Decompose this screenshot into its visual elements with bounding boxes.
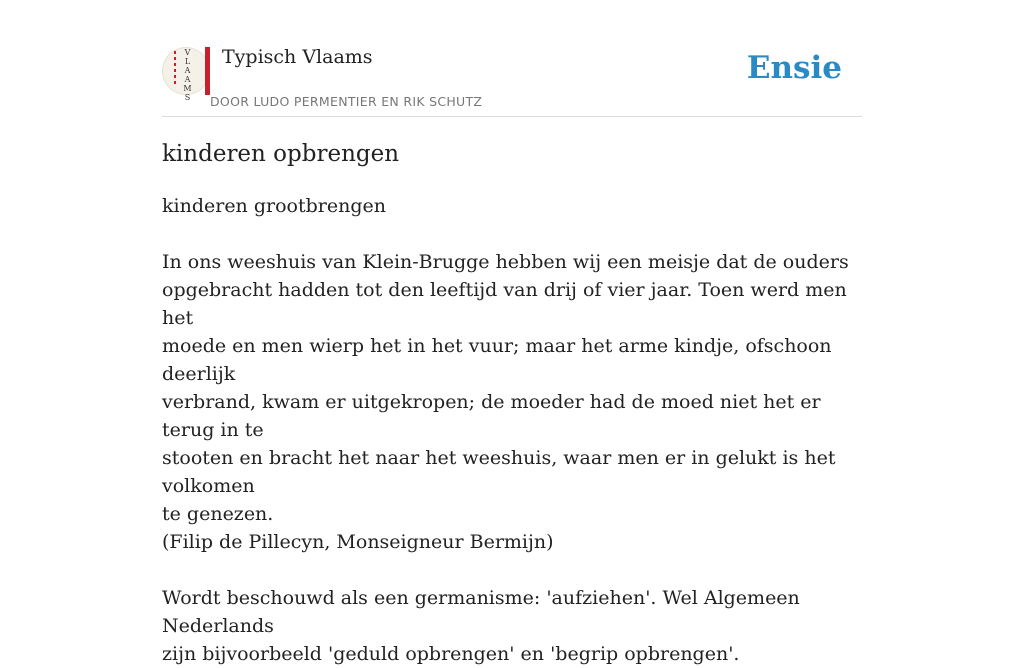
paragraph-gap bbox=[162, 556, 852, 584]
entry bbox=[162, 136, 852, 668]
book-title-link[interactable]: Typisch Vlaams bbox=[222, 46, 373, 68]
paragraph-gap bbox=[162, 220, 852, 248]
note-line: zijn bijvoorbeeld 'geduld opbrengen' en 'begrip opbrengen'. bbox=[162, 643, 740, 665]
book-authors: DOOR LUDO PERMENTIER EN RIK SCHUTZ bbox=[210, 94, 483, 109]
quote-line: In ons weeshuis van Klein-Brugge hebben wij een meisje dat de ouders bbox=[162, 251, 849, 273]
cover-lettering: V L A A M S bbox=[183, 48, 193, 102]
cover-decoration bbox=[174, 51, 176, 85]
book-header bbox=[162, 44, 862, 117]
entry-quote bbox=[162, 248, 852, 528]
entry-title: kinderen opbrengen bbox=[162, 141, 400, 167]
entry-definition: kinderen grootbrengen bbox=[162, 195, 386, 217]
quote-line: verbrand, kwam er uitgekropen; de moeder had de moed niet het er terug in te bbox=[162, 391, 821, 441]
entry-note bbox=[162, 584, 852, 668]
quote-line: moede en men wierp het in het vuur; maar het arme kindje, ofschoon deerlijk bbox=[162, 335, 832, 385]
quote-line: opgebracht hadden tot den leeftijd van drij of vier jaar. Toen werd men het bbox=[162, 279, 847, 329]
quote-line: te genezen. bbox=[162, 503, 274, 525]
quote-line: stooten en bracht het naar het weeshuis, waar men er in gelukt is het volkomen bbox=[162, 447, 836, 497]
note-line: Wordt beschouwd als een germanisme: 'aufziehen'. Wel Algemeen Nederlands bbox=[162, 587, 800, 637]
cover-spine bbox=[205, 47, 210, 95]
book-cover-image[interactable] bbox=[162, 47, 210, 102]
entry-body bbox=[162, 192, 852, 668]
ensie-logo-link[interactable]: Ensie bbox=[746, 50, 842, 86]
quote-source: (Filip de Pillecyn, Monseigneur Bermijn) bbox=[162, 531, 554, 553]
